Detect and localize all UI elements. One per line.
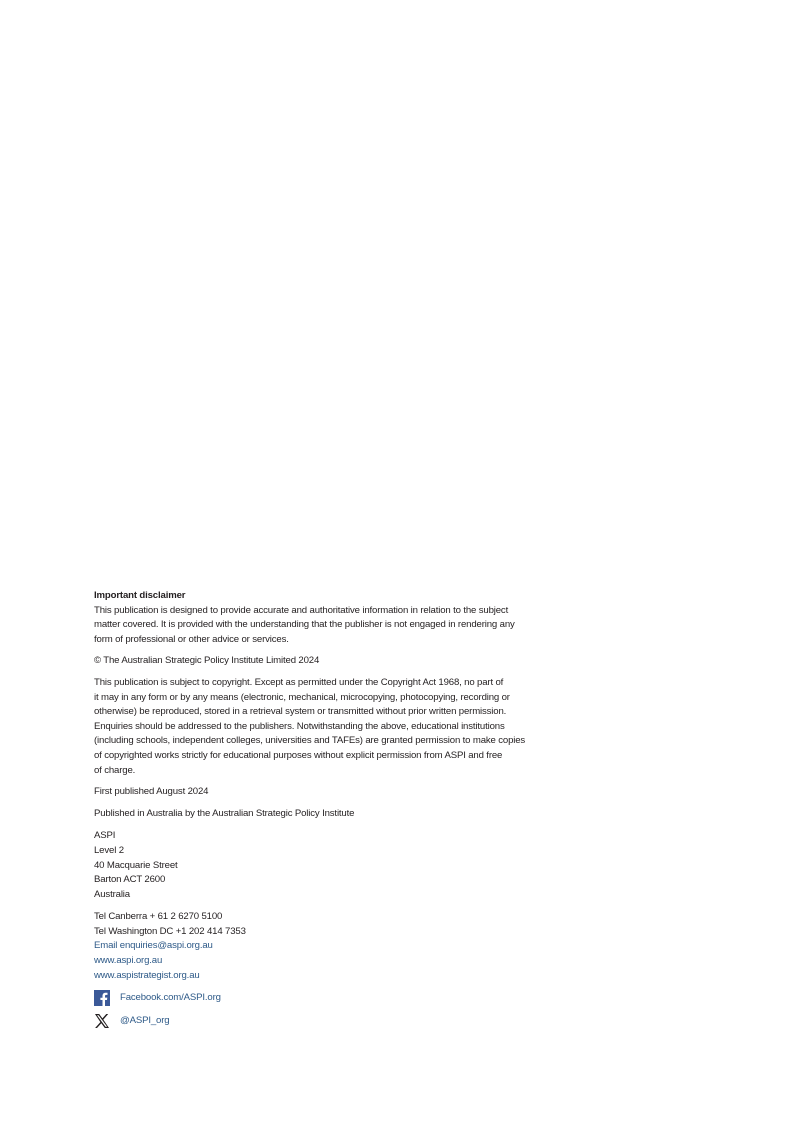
- copyright-line: it may in any form or by any means (electronic, mechanical, microcopying, photocopying, recording or: [94, 691, 510, 703]
- first-published: First published August 2024: [94, 786, 209, 798]
- x-row: [94, 1012, 564, 1030]
- copyright-line: of copyrighted works strictly for educational purposes without explicit permission from ASPI and free: [94, 749, 503, 761]
- facebook-icon[interactable]: [94, 990, 110, 1006]
- copyright-line: Enquiries should be addressed to the publishers. Notwithstanding the above, educational institutions: [94, 720, 505, 732]
- tel-washington: Tel Washington DC +1 202 414 7353: [94, 925, 246, 937]
- x-logo-icon[interactable]: [94, 1013, 110, 1029]
- copyright-notice: © The Australian Strategic Policy Institute Limited 2024: [94, 655, 320, 667]
- disclaimer-line: matter covered. It is provided with the understanding that the publisher is not engaged in rendering any: [94, 619, 515, 631]
- x-link[interactable]: @ASPI_org: [120, 1014, 170, 1026]
- copyright-line: of charge.: [94, 764, 136, 776]
- disclaimer-body: [94, 604, 564, 648]
- copyright-line: This publication is subject to copyright. Except as permitted under the Copyright Act 1968, no part of: [94, 676, 504, 688]
- copyright-line: (including schools, independent colleges, universities and TAFEs) are granted permission to make copies: [94, 735, 526, 747]
- disclaimer-line: This publication is designed to provide accurate and authoritative information in relation to the subject: [94, 604, 509, 616]
- address-street: 40 Macquarie Street: [94, 859, 178, 871]
- address-org: ASPI: [94, 830, 116, 842]
- imprint-page: [94, 589, 564, 1030]
- strategist-link[interactable]: www.aspistrategist.org.au: [94, 969, 200, 981]
- copyright-line: otherwise) be reproduced, stored in a retrieval system or transmitted without prior written permission.: [94, 706, 507, 718]
- postal-address: [94, 829, 564, 902]
- email-link[interactable]: Email enquiries@aspi.org.au: [94, 940, 213, 952]
- contact-details: [94, 910, 564, 983]
- address-city: Barton ACT 2600: [94, 874, 166, 886]
- disclaimer-section: [94, 589, 564, 647]
- facebook-row: [94, 989, 564, 1007]
- facebook-link[interactable]: Facebook.com/ASPI.org: [120, 991, 221, 1003]
- website-link[interactable]: www.aspi.org.au: [94, 955, 163, 967]
- disclaimer-heading: Important disclaimer: [94, 590, 186, 601]
- tel-canberra: Tel Canberra + 61 2 6270 5100: [94, 911, 223, 923]
- published-in: Published in Australia by the Australian Strategic Policy Institute: [94, 807, 355, 819]
- copyright-body: [94, 676, 564, 778]
- disclaimer-line: form of professional or other advice or services.: [94, 633, 289, 645]
- address-level: Level 2: [94, 844, 124, 856]
- address-country: Australia: [94, 888, 130, 900]
